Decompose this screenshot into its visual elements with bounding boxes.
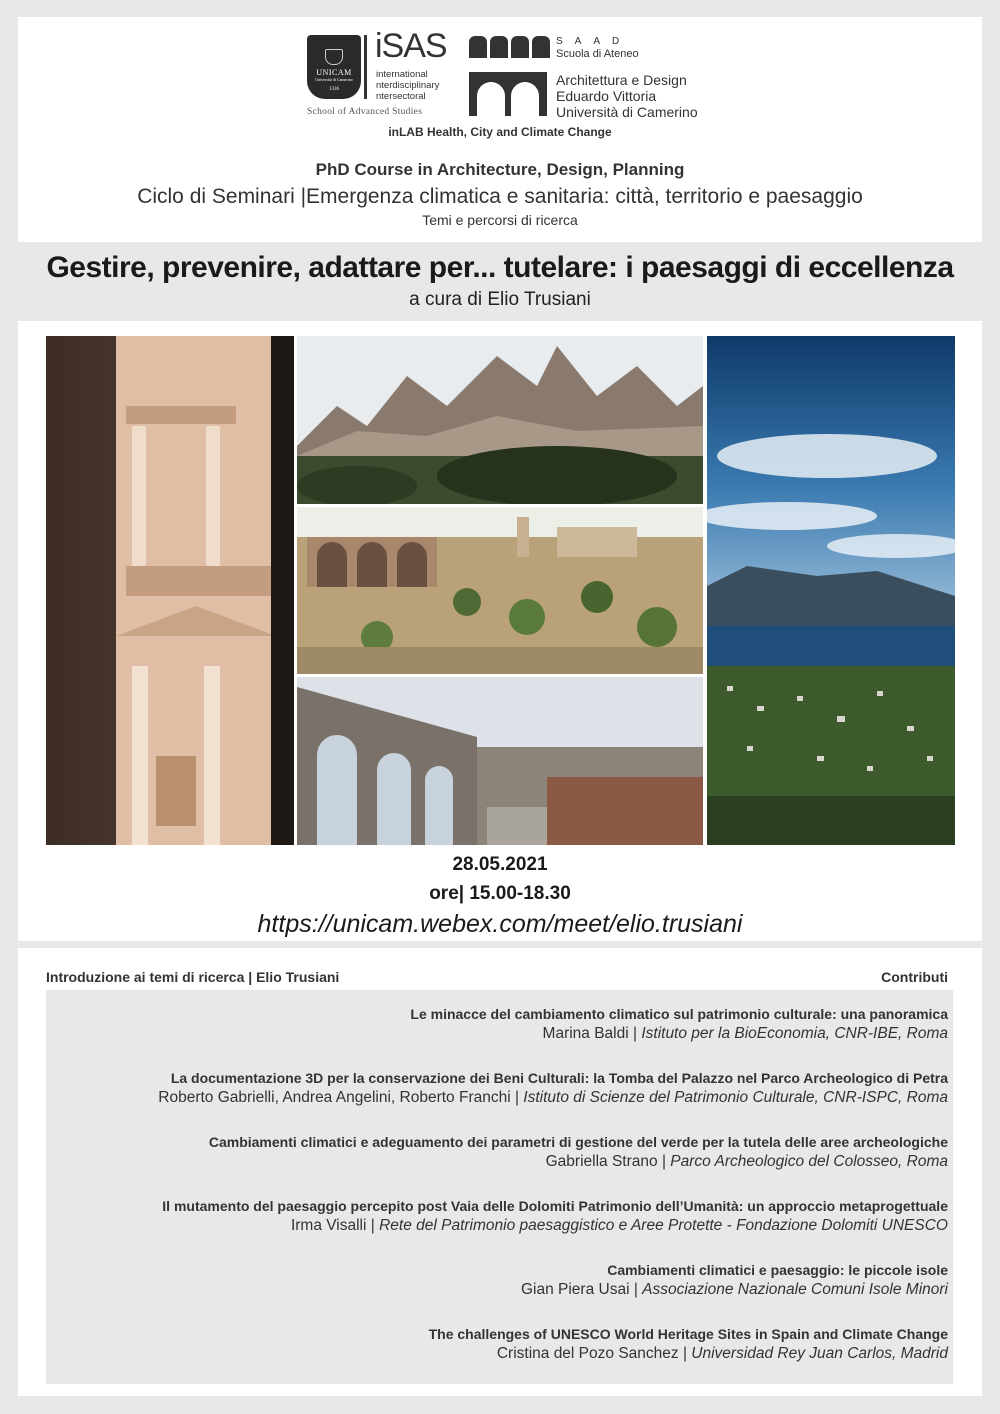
talk-speaker-line: Gabriella Strano | Parco Archeologico del Colosseo, Roma	[545, 1153, 948, 1170]
talk-speaker-line: Gian Piera Usai | Associazione Nazionale Comuni Isole Minori	[520, 1281, 948, 1298]
talk-affiliation: Parco Archeologico del Colosseo, Roma	[670, 1153, 948, 1170]
talk-speaker: Gabriella Strano	[545, 1153, 658, 1170]
talk-speaker-line: Irma Visalli | Rete del Patrimonio paesaggistico e Aree Protette - Fondazione Dolomiti UNESCO	[290, 1217, 948, 1234]
seminar-series: Ciclo di Seminari |Emergenza climatica e sanitaria: città, territorio e paesaggio	[137, 185, 863, 208]
crest-icon	[325, 49, 343, 65]
petra-treasury-photo	[46, 336, 294, 845]
talk-title: Cambiamenti climatici e adeguamento dei parametri di gestione del verde per la tutela delle aree archeologiche	[208, 1134, 948, 1150]
list-item	[46, 1005, 953, 1045]
roman-forum-photo	[297, 507, 703, 674]
saad-line: Università di Camerino	[556, 104, 698, 120]
isas-bar-icon	[364, 35, 374, 99]
talk-affiliation: Universidad Rey Juan Carlos, Madrid	[691, 1345, 948, 1362]
talk-speaker: Marina Baldi	[542, 1025, 629, 1042]
inlab-label: inLAB Health, City and Climate Change	[388, 125, 612, 139]
event-time: ore| 15.00-18.30	[429, 883, 571, 904]
unicam-name: UNICAM	[316, 68, 352, 77]
contributions-list	[46, 990, 953, 1384]
research-themes: Temi e percorsi di ricerca	[422, 212, 578, 228]
talk-affiliation: Istituto di Scienze del Patrimonio Culturale, CNR-ISPC, Roma	[523, 1089, 948, 1106]
isas-word: iSAS	[375, 27, 447, 65]
lipari-island-photo	[707, 336, 955, 845]
saad-arch-block-icon	[469, 72, 547, 116]
talk-speaker-line: Cristina del Pozo Sanchez | Universidad Rey Juan Carlos, Madrid	[496, 1345, 948, 1362]
webex-link[interactable]: https://unicam.webex.com/meet/elio.trusiani	[257, 910, 743, 938]
talk-title: Le minacce del cambiamento climatico sul patrimonio culturale: una panoramica	[410, 1006, 948, 1022]
saad-line: Eduardo Vittoria	[556, 88, 657, 104]
list-item	[46, 1133, 953, 1173]
talk-title: Il mutamento del paesaggio percepito post Vaia delle Dolomiti Patrimonio dell’Umanità: un approccio metaprogettuale	[162, 1198, 948, 1214]
talk-speaker-line: Marina Baldi | Istituto per la BioEconomia, CNR-IBE, Roma	[542, 1025, 948, 1042]
talk-title: La documentazione 3D per la conservazione dei Beni Culturali: la Tomba del Palazzo nel Parco Archeologico di Petra	[170, 1070, 948, 1086]
contributions-heading: Contributi	[881, 969, 948, 985]
talk-affiliation: Rete del Patrimonio paesaggistico e Aree Protette - Fondazione Dolomiti UNESCO	[379, 1217, 948, 1234]
school-label: School of Advanced Studies	[307, 107, 423, 117]
talk-speaker: Roberto Gabrielli, Andrea Angelini, Roberto Franchi	[158, 1089, 511, 1106]
talk-title: The challenges of UNESCO World Heritage Sites in Spain and Climate Change	[428, 1326, 948, 1342]
unicam-shield-icon	[307, 35, 361, 99]
introduction: Introduzione ai temi di ricerca | Elio Trusiani	[46, 969, 340, 985]
talk-speaker: Cristina del Pozo Sanchez	[496, 1345, 679, 1362]
talk-title: Cambiamenti climatici e paesaggio: le piccole isole	[607, 1262, 948, 1278]
unicam-sub: Università di Camerino	[315, 77, 353, 82]
talk-affiliation: Istituto per la BioEconomia, CNR-IBE, Roma	[641, 1025, 948, 1042]
saad-sub: Scuola di Ateneo	[556, 48, 639, 60]
event-date: 28.05.2021	[452, 854, 548, 875]
dolomites-photo	[297, 336, 703, 504]
isas-line: ntersectoral	[376, 91, 426, 102]
curator: a cura di Elio Trusiani	[409, 289, 591, 310]
unicam-year: 1336	[329, 87, 339, 92]
talk-speaker: Gian Piera Usai	[520, 1281, 630, 1298]
list-item	[46, 1197, 953, 1237]
phd-course: PhD Course in Architecture, Design, Planning	[315, 160, 685, 179]
talk-affiliation: Associazione Nazionale Comuni Isole Minori	[642, 1281, 948, 1298]
talk-speaker: Irma Visalli	[290, 1217, 367, 1234]
list-item	[46, 1069, 953, 1109]
isas-line: nterdisciplinary	[376, 80, 440, 91]
segovia-aqueduct-photo	[297, 677, 703, 845]
list-item	[46, 1261, 953, 1301]
list-item	[46, 1325, 953, 1365]
saad-letters: SAAD	[556, 36, 632, 47]
saad-line: Architettura e Design	[556, 72, 687, 88]
talk-speaker-line: Roberto Gabrielli, Andrea Angelini, Roberto Franchi | Istituto di Scienze del Patrimonio Culturale, CNR-ISPC, Roma	[158, 1089, 948, 1106]
page-title: Gestire, prevenire, adattare per... tutelare: i paesaggi di eccellenza	[46, 251, 954, 284]
isas-line: international	[376, 69, 428, 80]
